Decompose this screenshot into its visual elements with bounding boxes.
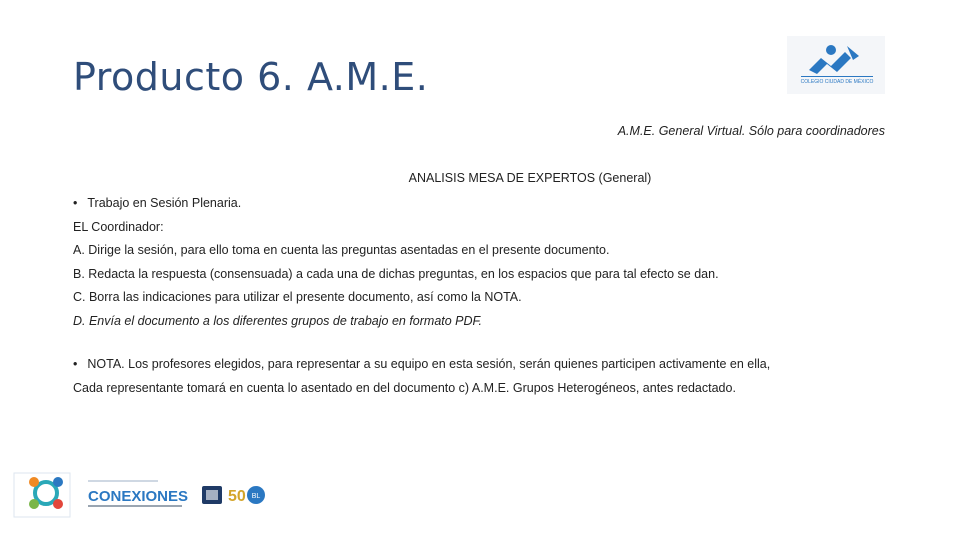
bullet-plenary xyxy=(73,192,893,216)
note-line-2: Cada representante tomará en cuenta lo asentado en del documento c) A.M.E. Grupos Heterogéneos, antes redactado. xyxy=(73,380,736,395)
colegio-logo-text: COLEGIO CIUDAD DE MÉXICO xyxy=(800,79,874,85)
bullet-marker: • xyxy=(73,196,78,210)
instruction-c: C. Borra las indicaciones para utilizar el presente documento, así como la NOTA. xyxy=(73,290,522,304)
note-line-1 xyxy=(73,353,893,377)
instructions-body xyxy=(73,192,893,400)
bl-badge: BL xyxy=(251,493,261,500)
coordinator-label: EL Coordinador: xyxy=(73,219,164,234)
slide-title: Producto 6. A.M.E. xyxy=(73,55,429,99)
anniversary-badge: 50 xyxy=(228,488,246,505)
instruction-a: A. Dirige la sesión, para ello toma en cuenta las preguntas asentadas en el presente documento. xyxy=(73,243,610,257)
conexiones-icon xyxy=(14,473,70,517)
bullet-plenary-text: Trabajo en Sesión Plenaria. xyxy=(87,196,242,210)
bullet-marker: • xyxy=(73,357,78,371)
footer-logos xyxy=(10,470,270,520)
note-text-1: NOTA. Los profesores elegidos, para representar a su equipo en esta sesión, serán quienes participen activamente en ella, xyxy=(87,357,771,371)
instruction-d: D. Envía el documento a los diferentes grupos de trabajo en formato PDF. xyxy=(73,313,483,328)
slide-subtitle: A.M.E. General Virtual. Sólo para coordinadores xyxy=(617,124,885,138)
instruction-b: B. Redacta la respuesta (consensuada) a cada una de dichas preguntas, en los espacios que para tal efecto se dan. xyxy=(73,266,719,281)
colegio-logo xyxy=(787,36,885,94)
conexiones-logo-text: CONEXIONES xyxy=(88,488,189,505)
section-heading xyxy=(0,171,960,185)
section-heading-text: ANALISIS MESA DE EXPERTOS (General) xyxy=(408,171,652,185)
